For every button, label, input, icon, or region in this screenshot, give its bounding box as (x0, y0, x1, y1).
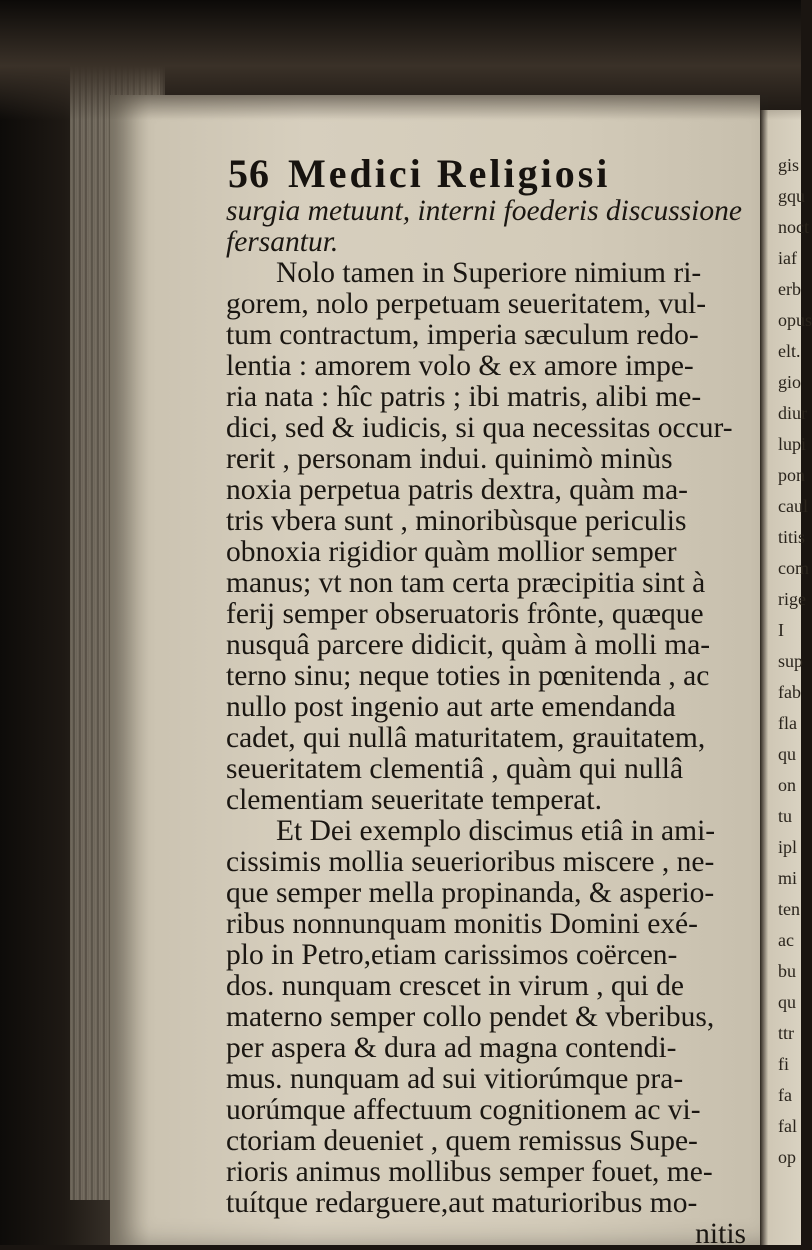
text-line: seueritatem clementiâ , quàm qui nullâ (226, 753, 684, 785)
text-line: tris vbera sunt , minoribùsque periculis (226, 505, 687, 537)
text-line: lentia : amorem volo & ex amore impe- (226, 350, 694, 382)
facing-page-fragment: erb (778, 279, 801, 299)
facing-page-fragment: bu (778, 961, 796, 981)
running-head (228, 150, 748, 197)
text-line: ribus nonnunquam monitis Domini exé- (226, 908, 698, 940)
facing-page-fragment: gio (778, 372, 802, 392)
text-line: ria nata : hîc patris ; ibi matris, alibi me- (226, 381, 702, 413)
text-line: plo in Petro,etiam carissimos coërcen- (226, 939, 678, 971)
facing-page-fragment: fi (778, 1054, 789, 1074)
facing-page-fragment: rige (778, 589, 806, 609)
text-line: tum contractum, imperia sæculum redo- (226, 319, 699, 351)
facing-page-fragment: ipl (778, 837, 798, 857)
text-line: fersantur. (226, 226, 339, 258)
facing-page-fragment: elt. (778, 341, 801, 361)
text-line: per aspera & dura ad magna contendi- (226, 1032, 677, 1064)
facing-page-fragment: mi (778, 868, 798, 888)
facing-page-fragment: titis (778, 527, 806, 547)
facing-page-text (778, 150, 812, 1173)
facing-page-fragment: I (778, 620, 784, 640)
facing-page-fragment: gis (778, 155, 800, 175)
text-line: Nolo tamen in Superiore nimium ri- (276, 257, 702, 289)
facing-page-fragment: gqu (778, 186, 805, 206)
text-line: materno semper collo pendet & vberibus, (226, 1001, 715, 1033)
text-line: gorem, nolo perpetuam seueritatem, vul- (226, 288, 707, 320)
facing-page-fragment: diur (778, 403, 807, 423)
facing-page-fragment: fa (778, 1085, 792, 1105)
text-line: nitis (695, 1218, 746, 1250)
text-line: manus; vt non tam certa præcipitia sint à (226, 567, 706, 599)
facing-page-fragment: caul (778, 496, 808, 516)
text-line: noxia perpetua patris dextra, quàm ma- (226, 474, 688, 506)
text-line: dos. nunquam crescet in virum , qui de (226, 970, 684, 1002)
body-text (226, 196, 751, 1250)
text-line: cissimis mollia seuerioribus miscere , ne- (226, 846, 715, 878)
text-line: uorúmque affectuum cognitionem ac vi- (226, 1094, 701, 1126)
facing-page-fragment: sup (778, 651, 804, 671)
facing-page-fragment: ttr (778, 1023, 794, 1043)
page-number: 56 (228, 151, 270, 196)
facing-page-fragment: on (778, 775, 796, 795)
facing-page-fragment: opus (778, 310, 812, 330)
facing-page-fragment: fla (778, 713, 797, 733)
facing-page-fragment: com (778, 558, 809, 578)
facing-page-fragment: tu (778, 806, 793, 826)
facing-page-fragment: pon (778, 465, 805, 485)
facing-page-fragment: iaf (778, 248, 797, 268)
text-line: terno sinu; neque toties in pœnitenda , ac (226, 660, 710, 692)
text-line: cadet, qui nullâ maturitatem, grauitatem, (226, 722, 706, 754)
text-line: nullo post ingenio aut arte emendanda (226, 691, 676, 723)
text-line: obnoxia rigidior quàm mollior semper (226, 536, 677, 568)
facing-page-fragment: fal (778, 1116, 797, 1136)
text-line: que semper mella propinanda, & asperio- (226, 877, 715, 909)
text-line: dici, sed & iudicis, si qua necessitas occur- (226, 412, 733, 444)
text-line: ctoriam deueniet , quem remissus Supe- (226, 1125, 698, 1157)
facing-page-fragment: noct (778, 217, 809, 237)
facing-page-fragment: op (778, 1147, 796, 1167)
text-line: tuítque redarguere,aut maturioribus mo- (226, 1187, 698, 1219)
text-line: nusquâ parcere didicit, quàm à molli ma- (226, 629, 711, 661)
facing-page-fragment: ac (778, 930, 794, 950)
text-line: clementiam seueritate temperat. (226, 784, 602, 816)
facing-page-fragment: qu (778, 744, 796, 764)
running-title: Medici Religiosi (288, 151, 611, 196)
text-line: surgia metuunt, interni foederis discussione (226, 195, 742, 227)
facing-page-fragment: qu (778, 992, 796, 1012)
text-line: rioris animus mollibus semper fouet, me- (226, 1156, 713, 1188)
text-line: mus. nunquam ad sui vitiorúmque pra- (226, 1063, 684, 1095)
text-line: rerit , personam indui. quinimò minùs (226, 443, 673, 475)
top-shadow (0, 0, 801, 120)
text-line: Et Dei exemplo discimus etiâ in ami- (276, 815, 716, 847)
facing-page-fragment: ten (778, 899, 800, 919)
text-line: ferij semper obseruatoris frônte, quæque (226, 598, 704, 630)
facing-page-fragment: fab (778, 682, 801, 702)
facing-page-fragment: lupi (778, 434, 807, 454)
